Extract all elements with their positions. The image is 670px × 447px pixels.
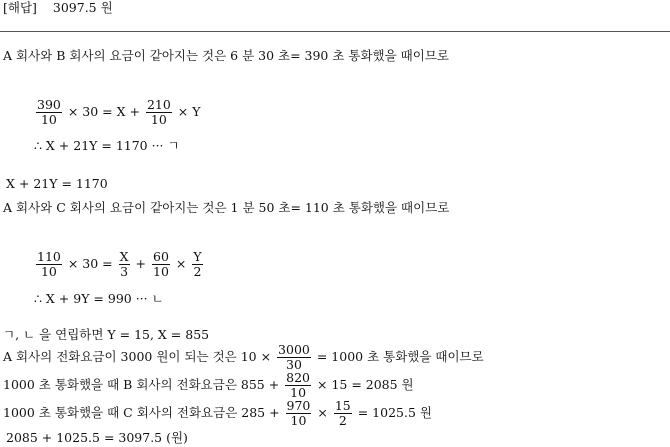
equation-1: $\frac{390}{10}$ × 30 = X + $\frac{210}{10}$ × Y	[37, 97, 201, 127]
paragraph-c-fee: 1000 초 통화했을 때 C 회사의 전화요금은 285 + $\frac{970}{10}$ × $\frac{15}{2}$ = 1025.5 원	[3, 398, 432, 428]
equation-1-restated: X + 21Y = 1170	[6, 176, 108, 191]
answer-value: 3097.5 원	[52, 0, 113, 15]
answer-line	[3, 0, 113, 16]
fraction: $\frac{210}{10}$	[146, 97, 171, 127]
divider	[0, 31, 670, 32]
equation-2-result: ∴ X + 9Y = 990 ··· ㄴ	[34, 291, 164, 306]
equation-2: $\frac{110}{10}$ × 30 = $\frac{X}{3}$ + $\frac{60}{10}$ × $\frac{Y}{2}$	[37, 249, 202, 279]
paragraph-solve: ㄱ, ㄴ 을 연립하면 Y = 15, X = 855	[3, 327, 210, 342]
paragraph-ab-equal: A 회사와 B 회사의 요금이 같아지는 것은 6 분 30 초= 390 초 통화했을 때이므로	[3, 48, 449, 63]
paragraph-a-3000: A 회사의 전화요금이 3000 원이 되는 것은 10 × $\frac{3000}{30}$ = 1000 초 통화했을 때이므로	[3, 342, 484, 372]
equation-1-result: ∴ X + 21Y = 1170 ··· ㄱ	[34, 138, 180, 153]
fraction: $\frac{15}{2}$	[334, 398, 351, 428]
paragraph-b-fee: 1000 초 통화했을 때 B 회사의 전화요금은 855 + $\frac{820}{10}$ × 15 = 2085 원	[3, 370, 414, 400]
paragraph-ac-equal: A 회사와 C 회사의 요금이 같아지는 것은 1 분 50 초= 110 초 통화했을 때이므로	[3, 200, 450, 215]
fraction: $\frac{390}{10}$	[37, 97, 61, 127]
fraction: $\frac{820}{10}$	[286, 370, 311, 400]
fraction: $\frac{60}{10}$	[153, 249, 169, 279]
fraction: $\frac{X}{3}$	[119, 249, 129, 279]
fraction: $\frac{3000}{30}$	[278, 342, 310, 372]
answer-label: [해답]	[3, 0, 37, 15]
fraction: $\frac{Y}{2}$	[193, 249, 202, 279]
fraction: $\frac{110}{10}$	[37, 249, 61, 279]
fraction: $\frac{970}{10}$	[286, 398, 311, 428]
total-sum: 2085 + 1025.5 = 3097.5 (원)	[6, 430, 188, 445]
